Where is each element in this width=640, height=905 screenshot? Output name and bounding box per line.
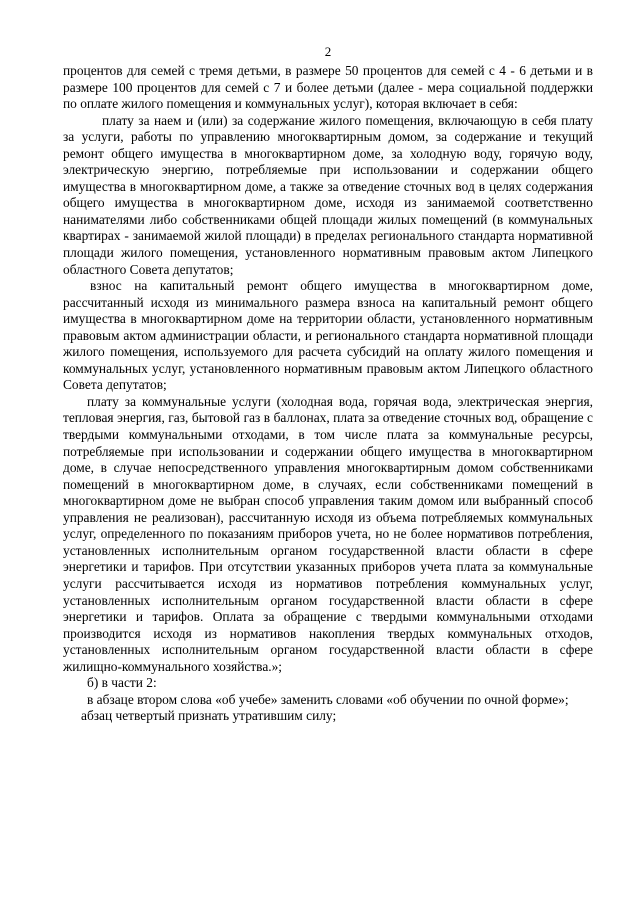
- paragraph-part-2-heading: б) в части 2:: [87, 675, 157, 691]
- paragraph-intro-continuation: процентов для семей с тремя детьми, в размере 50 процентов для семей с 4 - 6 детьми и в размере 100 процентов для семей с 7 и более детьми (далее - мера социальной поддержки по оплате жилого помещения и коммунальных услуг), которая включает в себя:: [63, 63, 593, 112]
- paragraph-rent-and-maintenance: плату за наем и (или) за содержание жилого помещения, включающую в себя плату за услуги, работы по управлению многоквартирным домом, за содержание и текущий ремонт общего имущества в многоквартирном доме, за холодную воду, горячую воду, электрическую энергию, потребляемые при использовании и содержании общего имущества в многоквартирном доме, а также за отведение сточных вод в целях содержания общего имущества в многоквартирном доме, исходя из занимаемой соответственно нанимателями либо собственниками общей площади жилых помещений (в коммунальных квартирах - занимаемой жилой площади) в пределах регионального стандарта нормативной площади жилого помещения, установленного нормативным правовым актом Липецкого областного Совета депутатов;: [63, 112, 593, 277]
- document-body: [63, 63, 593, 725]
- paragraph-replace-words: в абзаце втором слова «об учебе» заменить словами «об обучении по очной форме»;: [87, 691, 569, 707]
- paragraph-utility-services: плату за коммунальные услуги (холодная вода, горячая вода, электрическая энергия, тепловая энергия, газ, бытовой газ в баллонах, плата за отведение сточных вод, обращение с твердыми коммунальными отходами, в том числе плата за коммунальные ресурсы, потребляемые при использовании и содержании общего имущества в многоквартирном доме, в случае непосредственного управления многоквартирным домом собственниками помещений в многоквартирном доме, в случаях, если собственниками помещений в многоквартирном доме не выбран способ управления таким домом или выбранный способ управления не реализован), рассчитанную исходя из объема потребляемых коммунальных услуг, определенного по показаниям приборов учета, но не более нормативов потребления, установленных исполнительным органом государственной власти области в сфере энергетики и тарифов. При отсутствии указанных приборов учета плата за коммунальные услуги рассчитывается исходя из нормативов потребления коммунальных услуг, установленных исполнительным органом государственной власти области в сфере энергетики и тарифов. Оплата за обращение с твердыми коммунальными отходами производится исходя из нормативов накопления твердых коммунальных отходов, установленных исполнительным органом государственной власти области в сфере жилищно-коммунального хозяйства.»;: [63, 393, 593, 674]
- paragraph-invalidate-fourth: абзац четвертый признать утратившим силу;: [81, 708, 337, 724]
- page-number: 2: [324, 44, 332, 59]
- paragraph-capital-repair: взнос на капитальный ремонт общего имущества в многоквартирном доме, рассчитанный исходя из минимального размера взноса на капитальный ремонт общего имущества в многоквартирном доме на территории области, установленного нормативным правовым актом администрации области, и регионального стандарта нормативной площади жилого помещения, используемого для расчета субсидий на оплату жилого помещения и коммунальных услуг, установленного нормативным правовым актом Липецкого областного Совета депутатов;: [63, 278, 593, 393]
